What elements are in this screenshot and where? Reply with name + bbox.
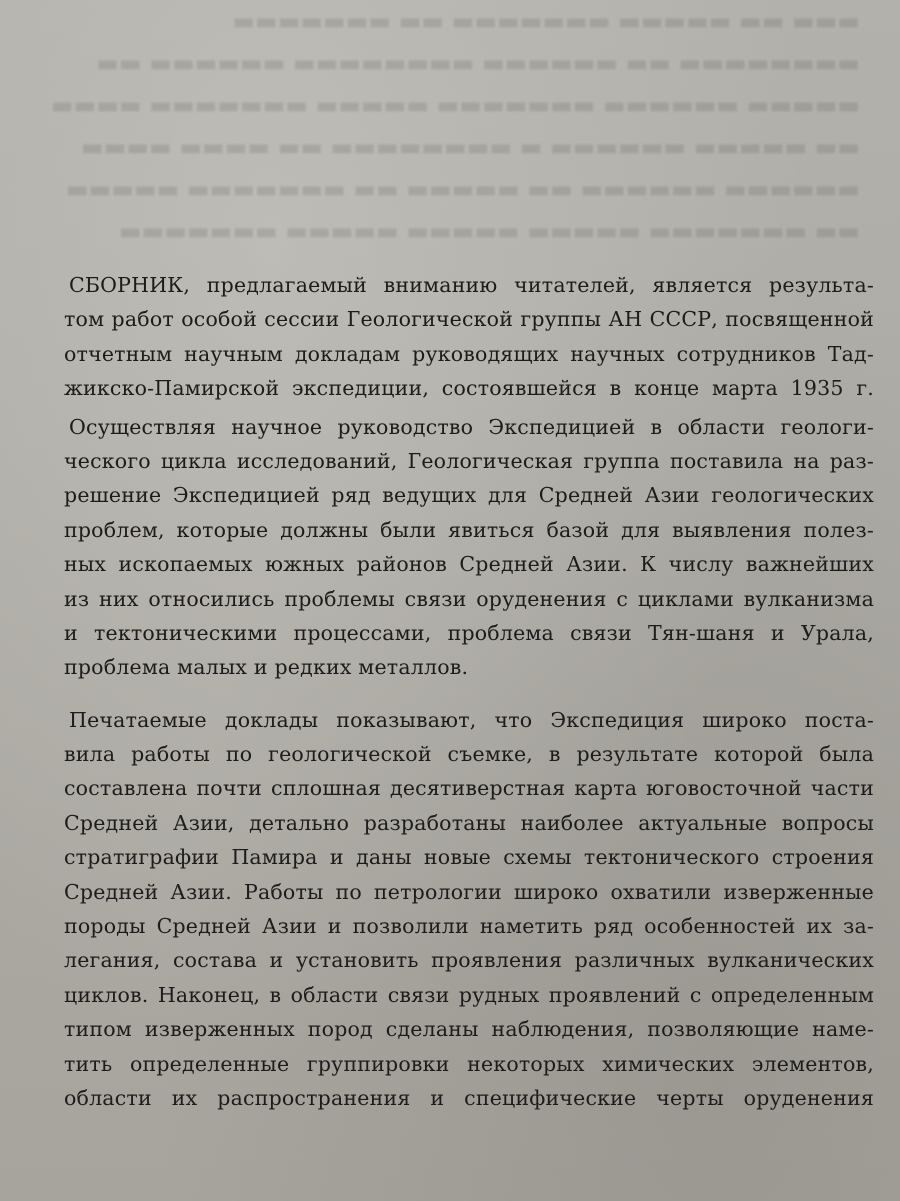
text-line: том работ особой сессии Геологической группы АН СССР, посвященной xyxy=(64,307,874,332)
paragraph-1 xyxy=(64,268,874,406)
text-line: Средней Азии. Работы по петрологии широко охватили изверженные xyxy=(64,879,874,904)
text-line: легания, состава и установить проявления различных вулканических xyxy=(64,948,874,973)
show-through-text: ▬▬▬ ▬▬ ▬▬▬▬▬ ▬▬▬▬▬▬▬ ▬▬ ▬▬▬▬▬▬▬ ▬▬▬▬▬▬▬▬ ▬▬ ▬▬▬▬▬▬ ▬▬▬▬▬▬▬▬ ▬▬▬▬▬▬ ▬▬ ▬▬▬▬▬ ▬▬▬▬▬▬ ▬▬▬▬▬▬▬ ▬▬▬▬▬ ▬▬▬▬▬▬▬ ▬▬▬▬ ▬▬ ▬▬▬▬▬ ▬▬▬▬▬▬ ▬ ▬▬▬▬▬▬▬▬ ▬▬ ▬▬▬▬ ▬▬▬▬ ▬▬▬▬▬▬ ▬▬▬▬▬▬ ▬▬ ▬▬▬▬▬ ▬▬ ▬▬▬▬▬▬▬ ▬▬▬▬▬ ▬▬ ▬▬▬▬▬▬▬ ▬▬▬▬▬ ▬▬▬▬▬ ▬▬▬▬▬ ▬▬▬▬▬▬▬ xyxy=(50,7,860,245)
text-line: стратиграфии Памира и даны новые схемы тектонического строения xyxy=(64,845,874,870)
text-line: тить определенные группировки некоторых химических элементов, xyxy=(64,1051,874,1076)
text-line: проблема малых и редких металлов. xyxy=(64,655,469,680)
text-line: СБОРНИК, предлагаемый вниманию читателей, является результа- xyxy=(69,273,874,297)
text-line: составлена почти сплошная десятиверстная карта юговосточной части xyxy=(64,776,874,801)
paragraph-2 xyxy=(64,410,874,685)
text-line: циклов. Наконец, в области связи рудных проявлений с определенным xyxy=(64,982,874,1007)
text-line: Печатаемые доклады показывают, что Экспедиция широко поста- xyxy=(69,707,874,732)
text-line: и тектоническими процессами, проблема связи Тян-шаня и Урала, xyxy=(64,620,874,645)
text-line: из них относились проблемы связи оруденения с циклами вулканизма xyxy=(64,586,874,611)
text-line: проблем, которые должны были явиться базой для выявления полез- xyxy=(64,517,874,542)
text-line: породы Средней Азии и позволили наметить ряд особенностей их за- xyxy=(64,914,874,939)
text-line: области их распространения и специфические черты оруденения xyxy=(64,1085,874,1110)
text-line: вила работы по геологической съемке, в результате которой была xyxy=(64,742,874,767)
paragraph-3 xyxy=(64,703,874,1116)
text-line: Средней Азии, детально разработаны наиболее актуальные вопросы xyxy=(64,810,874,835)
text-line: ных ископаемых южных районов Средней Азии. К числу важнейших xyxy=(64,552,874,577)
body-text xyxy=(64,268,874,1115)
text-line: жикско-Памирской экспедиции, состоявшейся в конце марта 1935 г. xyxy=(64,376,874,401)
text-line: Осуществляя научное руководство Экспедицией в области геологи- xyxy=(69,414,874,439)
text-line: типом изверженных пород сделаны наблюдения, позволяющие наме- xyxy=(64,1017,874,1042)
text-line: отчетным научным докладам руководящих научных сотрудников Тад- xyxy=(64,341,874,366)
text-line: решение Экспедицией ряд ведущих для Средней Азии геологических xyxy=(64,483,874,508)
text-line: ческого цикла исследований, Геологическая группа поставила на раз- xyxy=(64,448,874,473)
